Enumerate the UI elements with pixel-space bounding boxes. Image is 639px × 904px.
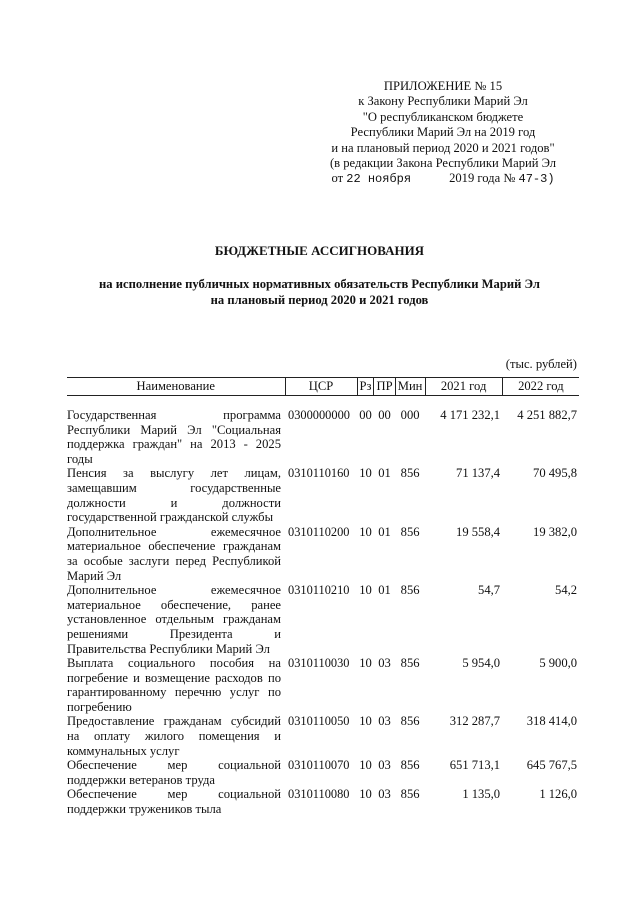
table-row [67,656,579,714]
row-min: 856 [400,466,420,481]
row-csr: 0310110070 [288,758,350,773]
row-name: Обеспечение мер социальной поддержки тружеников тыла [67,787,281,817]
law-number-handwritten: 47-3) [518,172,555,187]
row-amount-2021: 54,7 [478,583,501,598]
row-csr: 0310110050 [288,714,350,729]
date-handwritten: 22 ноября [346,172,412,187]
row-rz: 10 [359,656,372,671]
row-pr: 03 [378,787,391,802]
table-row [67,758,579,787]
row-min: 856 [400,656,420,671]
appendix-date-line [318,171,568,187]
row-pr: 01 [378,524,391,539]
row-amount-2021: 312 287,7 [449,714,501,729]
row-min: 856 [400,758,420,773]
row-min: 856 [400,714,420,729]
row-csr: 0300000000 [288,408,350,422]
row-pr: 03 [378,758,391,773]
appendix-law-line: к Закону Республики Марий Эл [358,94,528,109]
document-title: БЮДЖЕТНЫЕ АССИГНОВАНИЯ [214,243,425,258]
row-csr: 0310110080 [288,787,350,802]
row-name: Обеспечение мер социальной поддержки ветеранов труда [67,758,281,787]
row-rz: 00 [359,408,372,422]
row-amount-2021: 19 558,4 [456,524,501,539]
row-amount-2022: 1 126,0 [539,787,578,802]
header-min: Мин [395,378,425,396]
row-amount-2021: 5 954,0 [462,656,501,671]
row-rz: 10 [359,758,372,773]
row-pr: 01 [378,583,391,598]
row-amount-2022: 318 414,0 [526,714,578,729]
document-subtitle [0,277,639,308]
row-name: Дополнительное ежемесячное материальное обеспечение гражданам за особые заслуги перед Республикой Марий Эл [67,524,281,583]
row-pr: 03 [378,714,391,729]
table-body [67,396,579,817]
table-row [67,583,579,656]
row-pr: 03 [378,656,391,671]
row-rz: 10 [359,787,372,802]
date-prefix: от [331,171,344,186]
row-amount-2021: 1 135,0 [462,787,501,802]
header-pr: ПР [374,378,395,396]
row-amount-2021: 71 137,4 [456,466,501,481]
appendix-edition-line: (в редакции Закона Республики Марий Эл [329,156,557,171]
subtitle-line-2: на плановый период 2020 и 2021 годов [210,292,429,307]
row-name: Выплата социального пособия на погребение и возмещение расходов по гарантированному перечню услуг по погребению [67,656,281,714]
units-note: (тыс. рублей) [505,357,577,371]
appendix-budget-line: "О республиканском бюджете [362,109,524,124]
row-min: 856 [400,787,420,802]
header-csr: ЦСР [285,378,357,396]
table-row [67,787,579,816]
header-2021: 2021 год [425,378,502,396]
appendix-block [318,79,568,188]
row-pr: 00 [378,408,391,422]
row-amount-2022: 70 495,8 [533,466,578,481]
row-min: 856 [400,524,420,539]
table-row [67,396,579,467]
row-csr: 0310110200 [288,524,350,539]
row-csr: 0310110030 [288,656,350,671]
table-row [67,466,579,524]
row-rz: 10 [359,524,372,539]
appendix-republic-line: Республики Марий Эл на 2019 год [350,125,536,140]
row-amount-2021: 651 713,1 [449,758,501,773]
header-rz: Рз [357,378,374,396]
row-min: 000 [400,408,420,422]
appendix-number: ПРИЛОЖЕНИЕ № 15 [383,79,503,93]
subtitle-line-1: на исполнение публичных нормативных обязательств Республики Марий Эл [99,277,540,291]
row-amount-2022: 19 382,0 [533,524,578,539]
row-min: 856 [400,583,420,598]
row-pr: 01 [378,466,391,481]
allocations-table [67,377,579,817]
table-row [67,714,579,758]
table-row [67,525,579,583]
row-amount-2022: 5 900,0 [539,656,578,671]
row-amount-2021: 4 171 232,1 [440,408,501,422]
row-csr: 0310110160 [288,466,350,481]
row-rz: 10 [359,714,372,729]
row-rz: 10 [359,583,372,598]
row-name: Государственная программа Республики Марий Эл "Социальная поддержка граждан" на 2013 - 2025 годы [67,408,281,466]
appendix-period-line: и на плановый период 2020 и 2021 годов" [331,140,555,155]
header-2022: 2022 год [502,378,579,396]
row-amount-2022: 645 767,5 [526,758,578,773]
year-text: 2019 года № [449,171,516,186]
table-header-row [67,378,579,396]
row-csr: 0310110210 [288,583,350,598]
row-name: Дополнительное ежемесячное материальное обеспечение, ранее установленное отдельным гражданам решениями Президента и Правительства Республики Марий Эл [67,583,281,656]
row-name: Предоставление гражданам субсидий на оплату жилого помещения и коммунальных услуг [67,714,281,758]
row-amount-2022: 54,2 [555,583,578,598]
row-name: Пенсия за выслугу лет лицам, замещавшим государственные должности и должности государственной гражданской службы [67,466,281,525]
row-amount-2022: 4 251 882,7 [517,408,578,422]
row-rz: 10 [359,466,372,481]
header-name: Наименование [67,378,285,396]
